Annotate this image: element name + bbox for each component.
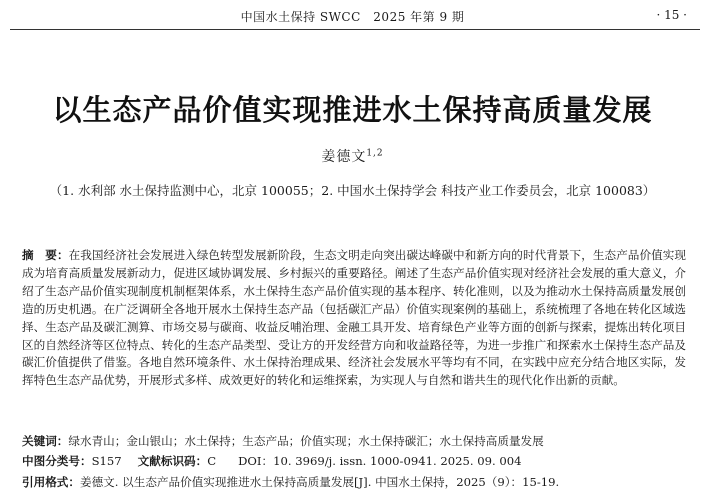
clc-value: S157 xyxy=(91,454,122,468)
abstract xyxy=(22,247,686,390)
citation-text: 姜德文. 以生态产品价值实现推进水土保持高质量发展[J]. 中国水土保持，2025（9）：15-19. xyxy=(79,475,560,489)
article-title: 以生态产品价值实现推进水土保持高质量发展 xyxy=(52,93,653,127)
doc-code-label: 文献标识码： xyxy=(137,454,208,468)
keywords-text: 绿水青山；金山银山；水土保持；生态产品；价值实现；水土保持碳汇；水土保持高质量发展 xyxy=(68,434,544,448)
doi: DOI：10. 3969/j. issn. 1000-0941. 2025. 09. 004 xyxy=(238,454,522,468)
journal-header: 中国水土保持 SWCC 2025 年第 9 期 xyxy=(240,10,465,24)
keywords-label: 关键词： xyxy=(22,434,69,448)
header-divider xyxy=(10,29,700,30)
citation-row xyxy=(22,474,692,490)
author-line xyxy=(0,146,705,166)
abstract-label: 摘 要： xyxy=(22,248,69,262)
abstract-text: 在我国经济社会发展进入绿色转型发展新阶段，生态文明走向突出碳达峰碳中和新方向的时代背景下，生态产品价值实现成为培育高质量发展新动力，促进区域协调发展、乡村振兴的重要路径。阐述了生态产品价值实现对经济社会发展的重大意义，介绍了生态产品价值实现制度机制框架体系，水土保持生态产品价值实现的基本程序、转化准则，以及为推动水土保持高质量发展创造的历史机遇。在广泛调研全各地开展水土保持生态产品（包括碳汇产品）价值实现案例的基础上，系统梳理了各地在转化区域选择、生态产品及碳汇测算、市场交易与碳商、收益反哺治理、金融工具开发、培育绿色产业等方面的创新与探索，提炼出转化项目区的自然经济等区位特点、转化的生态产品类型、受让方的开发经营方向和收益路径等，为进一步推广和探索水土保持生态产品及碳汇价值提供了借鉴。各地自然环境条件、水土保持治理成果、经济社会发展水平等均有不同，在实践中应充分结合地区实际，发挥特色生态产品优势，开展形式多样、成效更好的转化和运维探索，为实现人与自然和谐共生的现代化作出新的贡献。 xyxy=(22,248,686,388)
affiliations: （1. 水利部 水土保持监测中心，北京 100055；2. 中国水土保持学会 科技产业工作委员会，北京 100083） xyxy=(49,183,656,198)
page-number: · 15 · xyxy=(656,8,687,22)
running-header xyxy=(0,6,705,28)
author-name: 姜德文 xyxy=(321,149,367,165)
clc-label: 中图分类号： xyxy=(22,454,92,468)
doc-code-value: C xyxy=(207,454,217,468)
keywords xyxy=(22,433,692,449)
author-affiliation-marks: 1,2 xyxy=(366,148,384,159)
citation-label: 引用格式： xyxy=(22,475,80,489)
classification-row xyxy=(22,453,692,469)
